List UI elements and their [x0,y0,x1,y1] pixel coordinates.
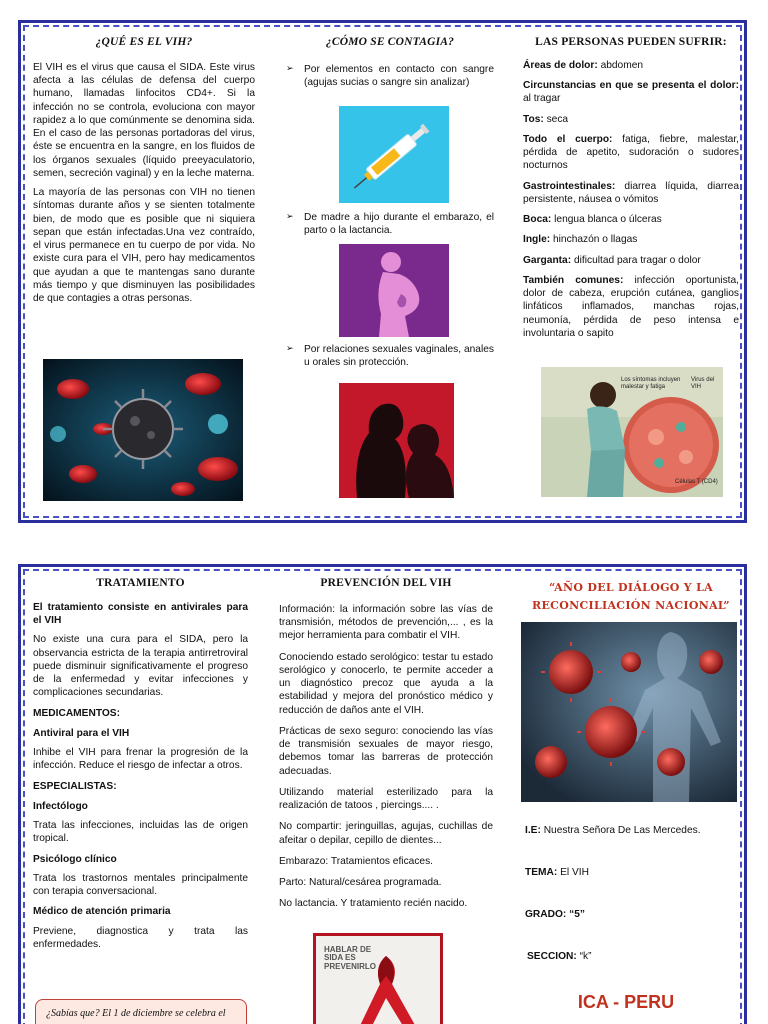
infectologist-paragraph: Trata las infecciones, incluidas las de origen tropical. [33,820,248,845]
cover-column [521,567,741,1024]
prevention-serological: Conociendo estado serológico: testar tu estado serológico y conocerlo, te permite acceder a un diagnóstico precoz que ayuda a la estabilidad y mejora del pronóstico médico y reducción de daños ante el VIH. [279,651,493,716]
symptom-item: Garganta: dificultad para tragar o dolor [523,254,701,266]
transmission-bullet-mother [286,211,494,238]
symptom-item: Tos: seca [523,113,569,125]
school-row: I.E: Nuestra Señora De Las Mercedes. [525,825,701,836]
symptoms-column [523,23,739,520]
couple-silhouette-illustration [339,383,454,498]
psychologist-paragraph: Trata los trastornos mentales principalmente con terapia conversacional. [33,872,248,898]
symptoms-heading: LAS PERSONAS PUEDEN SUFRIR: [535,36,727,48]
prevention-information: Información: la información sobre las vías de transmisión, métodos de prevención,... , es la mejor herramienta para combatir el VIH. [279,603,493,642]
year-slogan-banner [521,579,741,614]
ribbon-poster-image [313,933,443,1024]
transmission-sexual-text: Por relaciones sexuales vaginales, anales u orales sin protección. [304,344,494,369]
prevention-column [279,567,493,1024]
cd4-caption: Células T (CD4) [675,479,718,485]
pregnant-silhouette-illustration [339,244,449,337]
couple-image [339,383,454,498]
syringe-image [339,106,449,203]
pregnant-woman-image [339,244,449,337]
prevention-heading: PREVENCIÓN DEL VIH [320,577,452,589]
transmission-mother-text: De madre a hijo durante el embarazo, el parto o la lactancia. [304,212,494,237]
prevention-birth: Parto: Natural/cesárea programada. [279,877,442,889]
medications-label: MEDICAMENTOS: [33,707,120,719]
treatment-intro: El tratamiento consiste en antivirales para el VIH [33,601,248,627]
antiviral-paragraph: Inhibe el VIH para frenar la progresión de la infección. Reduce el riesgo de infectar a otros. [33,747,248,772]
how-transmitted-heading: ¿CÓMO SE CONTAGIA? [325,36,455,48]
treatment-heading: TRATAMIENTO [96,577,185,589]
prevention-no-sharing: No compartir: jeringuillas, agujas, cuchillas de afeitar o depilar, cepillo de dientes... [279,821,493,846]
virus-human-body-illustration [521,622,737,802]
poster-text: HABLAR DE SIDA ES PREVENIRLO [324,945,377,971]
treatment-column [33,567,248,1024]
symptoms-image [541,367,723,497]
transmission-blood-text: Por elementos en contacto con sangre (agujas sucias o sangre sin analizar) [304,63,494,89]
prevention-sterilized: Utilizando material esterilizado para la realización de tatoos , piercings.... . [279,786,493,812]
treatment-paragraph: No existe una cura para el SIDA, pero la observancia estricta de la terapia antirretroviral puede disminuir significativamente el progreso de la enfermedad y evitar infecciones y complicaciones secundarias. [33,634,248,699]
symptom-item: Circunstancias en que se presenta el dolor: al tragar [523,80,739,105]
virus-cells-illustration [43,359,243,501]
arrow-bullet-icon: ➢ [286,62,294,73]
infectologist-label: Infectólogo [33,800,88,812]
did-you-know-callout: ¿Sabías que? El 1 de diciembre se celebra el [35,999,247,1024]
prevention-pregnancy: Embarazo: Tratamientos eficaces. [279,855,434,867]
syringe-illustration [339,106,449,203]
symptom-item: Boca: lengua blanca o úlceras [523,214,662,226]
virus-body-image [521,622,737,802]
primary-care-label: Médico de atención primaria [33,906,171,918]
transmission-bullet-sexual [286,343,494,370]
what-is-hiv-paragraph-1: El VIH es el virus que causa el SIDA. Este virus afecta a las células de defensa del cuerpo humano, llamadas linfocitos CD4+. Si la infección no se controla, evoluciona con mayor rapidez a lo que comúnmente se denomina sida. En el caso de las personas portadoras del virus, éste se encuentra en la sangre, en los fluidos de los órganos sexuales (líquido preeyaculatorio, semen, secreción vaginal) y en la leche materna. [33,61,255,179]
prevention-safe-sex: Prácticas de sexo seguro: conociendo las vías de transmisión sexuales de mayor riesgo, debemos tomar las barreras de protección adecuadas. [279,725,493,777]
virus-caption: Virus del VIH [691,377,715,391]
symptoms-list [523,59,739,340]
psychologist-label: Psicólogo clínico [33,853,117,865]
what-is-hiv-heading: ¿QUÉ ES EL VIH? [95,36,193,48]
specialists-label: ESPECIALISTAS: [33,780,117,792]
arrow-bullet-icon: ➢ [286,343,294,353]
what-is-hiv-paragraph-2: La mayoría de las personas con VIH no tienen síntomas durante años y se sienten totalmente bien, de modo que es posible que ni siquiera sepan que están infectadas.Una vez contraído, el virus permanece en tu cuerpo de por vida. No existe cura para el VIH, pero hay medicamentos que ayudan a que te mantengas sano durante más tiempo y que disminuyen las posibilidades de que contagies a otras personas. [33,187,255,305]
symptom-item: Ingle: hinchazón o llagas [523,234,638,246]
year-slogan-line-2: RECONCILIACIÓN NACIONAL” [532,598,730,612]
city-label: ICA - PERU [577,992,675,1012]
transmission-bullet-blood [286,63,494,90]
primary-care-paragraph: Previene, diagnostica y trata las enfermedades. [33,925,248,950]
symptom-item: También comunes: infección oportunista, dolor de cabeza, erupción cutánea, ganglios linfáticos inflamados, manchas rojas, neumonía, pérdida de peso intensa e involuntaria o sapito [523,274,739,339]
bottom-panel [18,564,747,1024]
symptom-item: Gastrointestinales: diarrea líquida, diarrea persistente, náusea o vómitos [523,180,739,205]
symptom-item: Áreas de dolor: abdomen [523,59,644,71]
what-is-hiv-column [33,23,255,520]
section-row: SECCION: “k” [527,951,592,962]
year-slogan-line-1: “AÑO DEL DIÁLOGO Y LA [549,581,713,594]
symptoms-image-caption: Los síntomas incluyen malestar y fatiga [621,377,681,391]
symptom-item: Todo el cuerpo: fatiga, fiebre, malestar, pérdida de apetito, sudoración o sudores nocturnos [523,133,739,172]
prevention-no-breastfeeding: No lactancia. Y tratamiento recién nacido. [279,898,468,910]
topic-row: TEMA: El VIH [525,867,589,878]
how-transmitted-column [286,23,494,520]
arrow-bullet-icon: ➢ [286,211,294,221]
virus-cells-image [43,359,243,501]
antiviral-label: Antiviral para el VIH [33,727,130,739]
top-panel [18,20,747,523]
grade-row: GRADO: “5” [525,909,585,920]
